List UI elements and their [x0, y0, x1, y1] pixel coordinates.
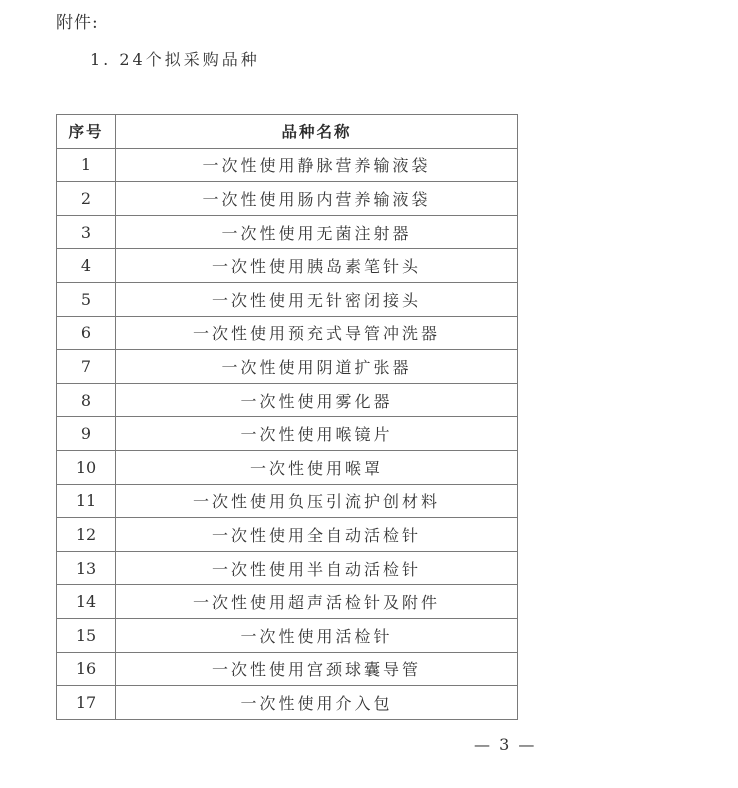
row-item-name: 一次性使用负压引流护创材料: [116, 484, 518, 518]
table-row: [57, 417, 518, 451]
row-item-name: 一次性使用预充式导管冲洗器: [116, 316, 518, 350]
table-row: [57, 282, 518, 316]
row-number: 12: [57, 518, 116, 552]
row-number: 10: [57, 450, 116, 484]
table-row: [57, 686, 518, 720]
row-number: 15: [57, 618, 116, 652]
row-item-name: 一次性使用全自动活检针: [116, 518, 518, 552]
row-item-name: 一次性使用宫颈球囊导管: [116, 652, 518, 686]
row-item-name: 一次性使用喉罩: [116, 450, 518, 484]
row-number: 9: [57, 417, 116, 451]
row-item-name: 一次性使用活检针: [116, 618, 518, 652]
attachment-heading: 附件:: [56, 13, 99, 33]
procurement-items-table: [56, 114, 518, 720]
row-number: 14: [57, 585, 116, 619]
table-row: [57, 585, 518, 619]
row-item-name: 一次性使用介入包: [116, 686, 518, 720]
row-number: 8: [57, 383, 116, 417]
row-number: 5: [57, 282, 116, 316]
row-number: 17: [57, 686, 116, 720]
row-item-name: 一次性使用无针密闭接头: [116, 282, 518, 316]
row-item-name: 一次性使用半自动活检针: [116, 551, 518, 585]
row-item-name: 一次性使用无菌注射器: [116, 215, 518, 249]
page-number: — 3 —: [474, 735, 537, 754]
table-row: [57, 182, 518, 216]
header-number: 序号: [57, 115, 116, 149]
list-title: 1. 24个拟采购品种: [90, 50, 260, 69]
row-number: 2: [57, 182, 116, 216]
table-row: [57, 249, 518, 283]
row-item-name: 一次性使用喉镜片: [116, 417, 518, 451]
row-item-name: 一次性使用胰岛素笔针头: [116, 249, 518, 283]
row-number: 4: [57, 249, 116, 283]
row-number: 11: [57, 484, 116, 518]
table-row: [57, 618, 518, 652]
row-number: 16: [57, 652, 116, 686]
table-header-row: [57, 115, 518, 149]
row-number: 3: [57, 215, 116, 249]
table-row: [57, 652, 518, 686]
table-row: [57, 518, 518, 552]
row-number: 6: [57, 316, 116, 350]
row-number: 7: [57, 350, 116, 384]
row-item-name: 一次性使用静脉营养输液袋: [116, 148, 518, 182]
table-row: [57, 383, 518, 417]
row-item-name: 一次性使用肠内营养输液袋: [116, 182, 518, 216]
row-number: 1: [57, 148, 116, 182]
table-row: [57, 450, 518, 484]
row-item-name: 一次性使用阴道扩张器: [116, 350, 518, 384]
row-number: 13: [57, 551, 116, 585]
table-row: [57, 484, 518, 518]
table-row: [57, 316, 518, 350]
table-row: [57, 148, 518, 182]
table-row: [57, 350, 518, 384]
header-name: 品种名称: [116, 115, 518, 149]
table-row: [57, 551, 518, 585]
row-item-name: 一次性使用超声活检针及附件: [116, 585, 518, 619]
table-row: [57, 215, 518, 249]
row-item-name: 一次性使用雾化器: [116, 383, 518, 417]
